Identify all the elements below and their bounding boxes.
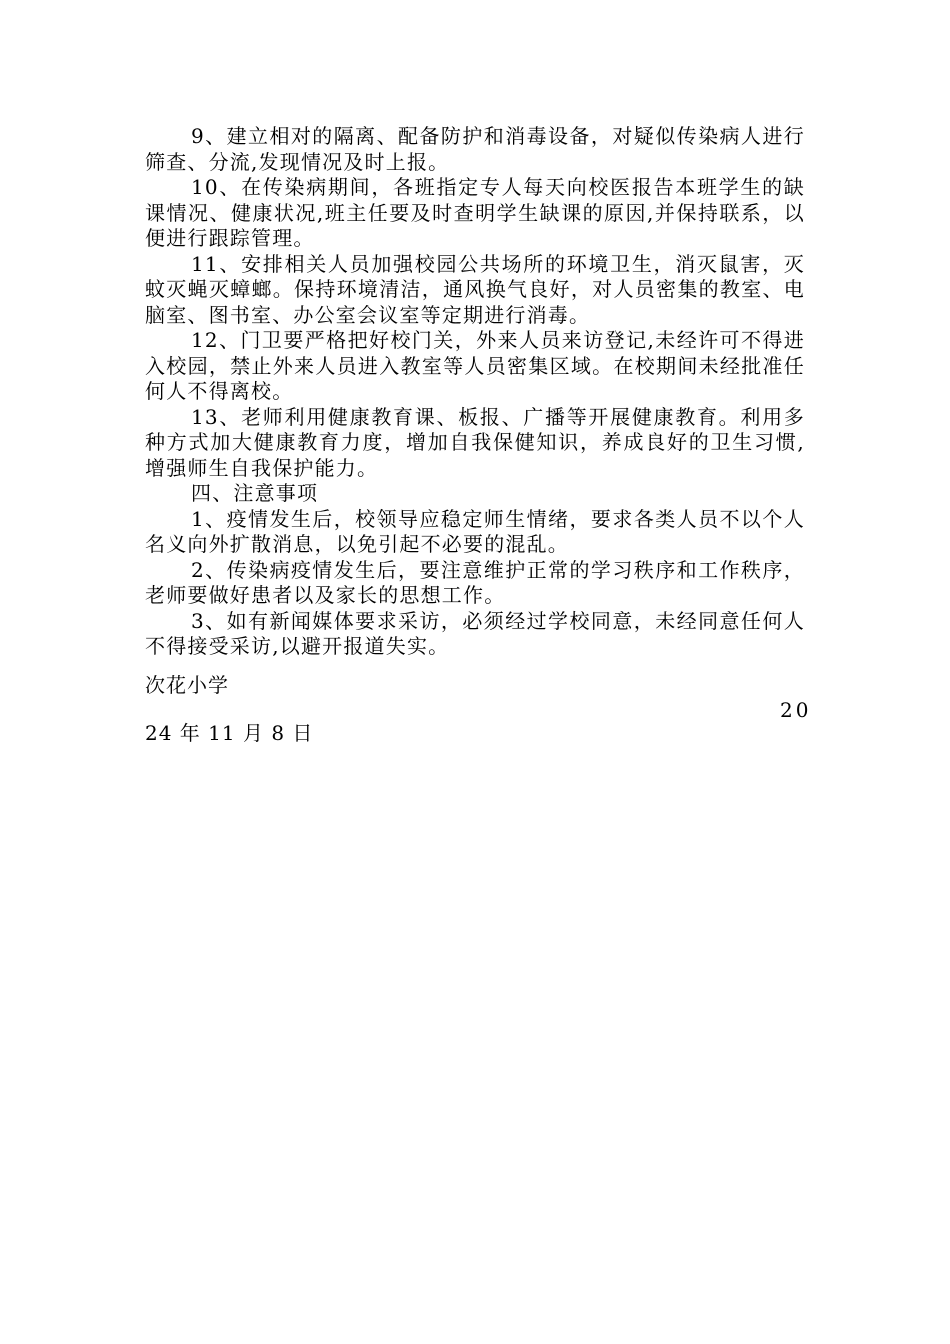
paragraph-item-10: 10、在传染病期间，各班指定专人每天向校医报告本班学生的缺课情况、健康状况,班主任要及时查明学生缺课的原因,并保持联系，以便进行跟踪管理。	[145, 175, 805, 250]
paragraph-item-12: 12、门卫要严格把好校门关，外来人员来访登记,未经许可不得进入校园，禁止外来人员进入教室等人员密集区域。在校期间未经批准任何人不得离校。	[145, 328, 805, 403]
signature-date: 24 年 11 月 8 日	[145, 721, 314, 745]
signature-year-prefix: 20	[780, 698, 812, 722]
paragraph-item-11: 11、安排相关人员加强校园公共场所的环境卫生，消灭鼠害，灭蚊灭蝇灭蟑螂。保持环境清洁，通风换气良好，对人员密集的教室、电脑室、图书室、办公室会议室等定期进行消毒。	[145, 251, 805, 327]
paragraph-item-9: 9、建立相对的隔离、配备防护和消毒设备，对疑似传染病人进行筛查、分流,发现情况及时上报。	[145, 124, 805, 174]
paragraph-item-13: 13、老师利用健康教育课、板报、广播等开展健康教育。利用多种方式加大健康教育力度，增加自我保健知识，养成良好的卫生习惯,增强师生自我保护能力。	[145, 404, 805, 480]
signature-school: 次花小学	[145, 673, 229, 697]
section-heading-notes: 四、注意事项	[191, 481, 319, 505]
document-body	[145, 124, 805, 660]
notes-item-3: 3、如有新闻媒体要求采访，必须经过学校同意，未经同意任何人不得接受采访,以避开报道失实。	[145, 608, 805, 658]
notes-item-1: 1、疫情发生后，校领导应稳定师生情绪，要求各类人员不以个人名义向外扩散消息，以免引起不必要的混乱。	[145, 506, 805, 556]
notes-item-2: 2、传染病疫情发生后，要注意维护正常的学习秩序和工作秩序，老师要做好患者以及家长的思想工作。	[145, 557, 805, 607]
